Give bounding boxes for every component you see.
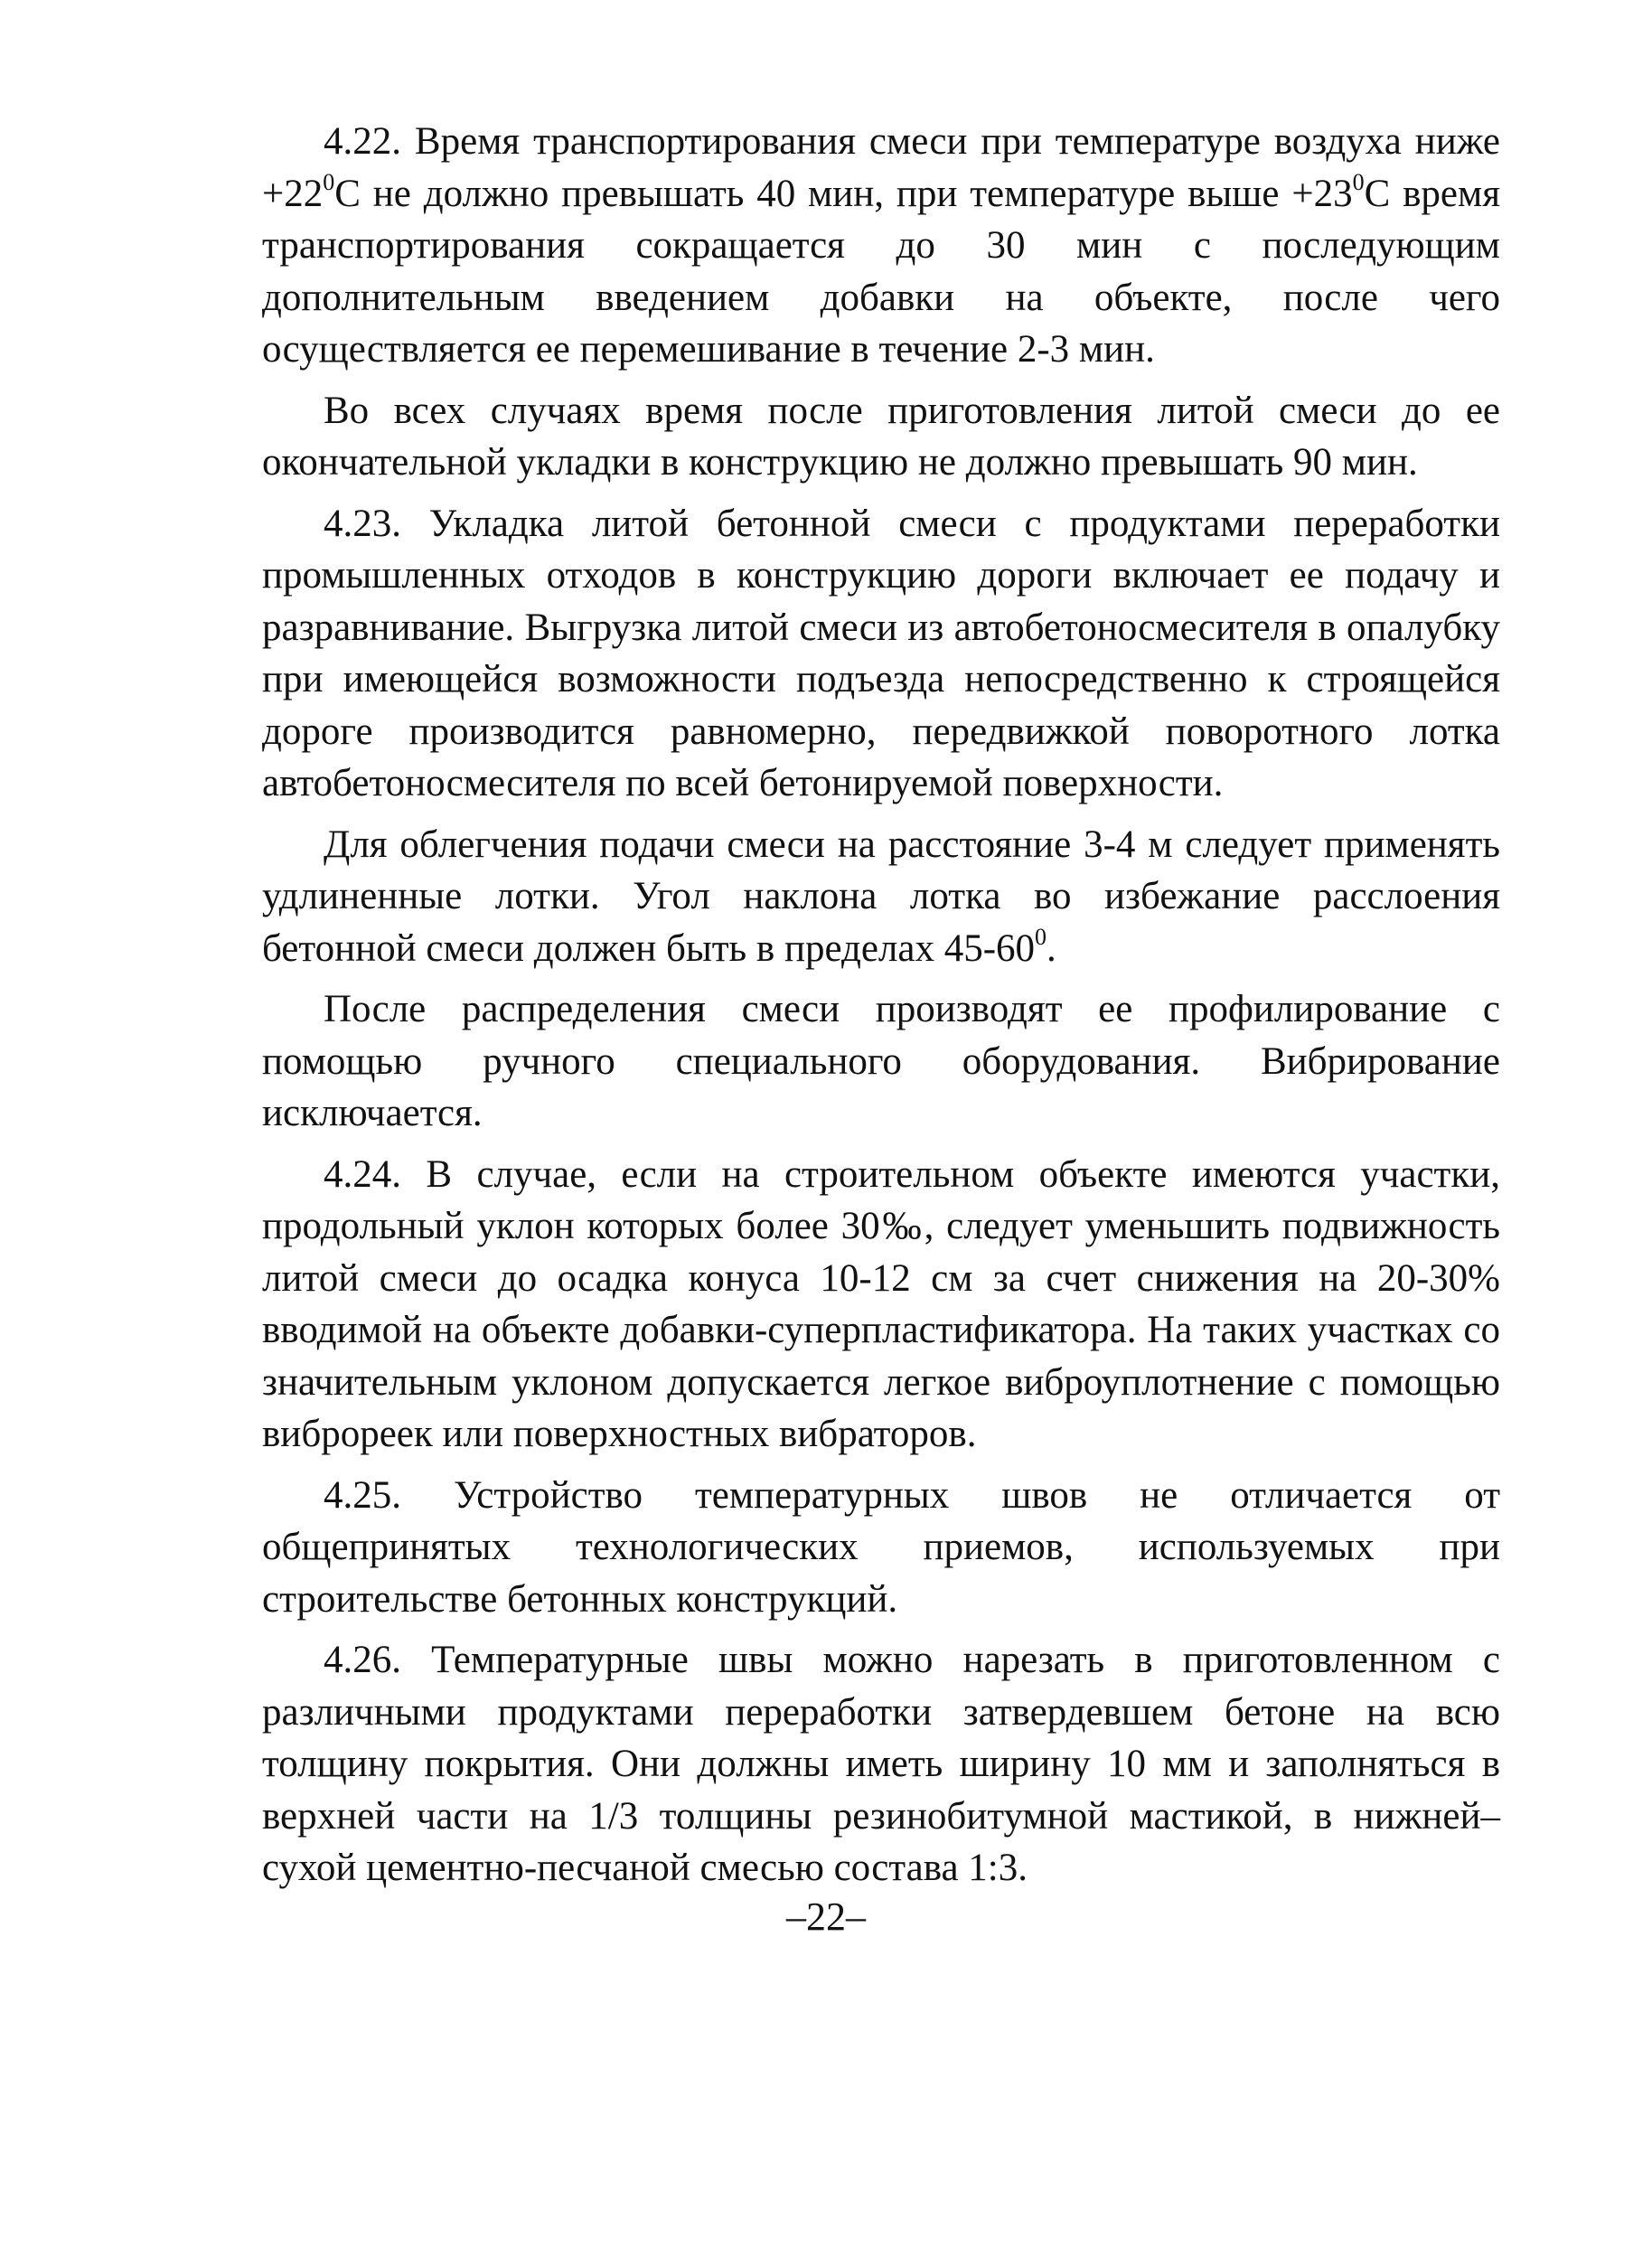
text-run: 4.22. Время транспортирования смеси при температуре воздуха ниже +22 <box>262 120 1500 215</box>
text-run: . <box>1047 926 1056 970</box>
paragraph <box>262 1149 1500 1461</box>
superscript: 0 <box>323 168 335 195</box>
paragraph <box>262 1470 1500 1626</box>
superscript: 0 <box>1035 923 1047 950</box>
body-text <box>262 116 1500 1904</box>
text-run: С время транспортирования сокращается до 30 мин с последующим дополнительным введением добавки на объекте, после чего осуществляется ее перемешивание в течение 2-3 мин. <box>262 172 1500 371</box>
page-number: –22– <box>786 1894 866 1939</box>
superscript: 0 <box>1352 168 1365 195</box>
text-run: 4.26. Температурные швы можно нарезать в приготовленном с различными продуктами переработки затвердевшем бетоне на всю толщину покрытия. Они должны иметь ширину 10 мм и заполняться в верхней части на 1/3 толщины резинобитумной мастикой, в нижней– сухой цементно-песчаной смесью состава 1:3. <box>262 1639 1500 1889</box>
paragraph <box>262 385 1500 489</box>
text-run: 4.24. В случае, если на строительном объекте имеются участки, продольный уклон которых более 30‰, следует уменьшить подвижность литой смеси до осадка конуса 10-12 см за счет снижения на 20-30% вводимой на объекте добавки-суперпластификатора. На таких участках со значительным уклоном допускается легкое виброуплотнение с помощью виброреек или поверхностных вибраторов. <box>262 1152 1500 1455</box>
paragraph <box>262 819 1500 975</box>
text-run: 4.25. Устройство температурных швов не отличается от общепринятых технологических приемов, используемых при строительстве бетонных конструкций. <box>262 1473 1500 1621</box>
text-run: 4.23. Укладка литой бетонной смеси с продуктами переработки промышленных отходов в конструкцию дороги включает ее подачу и разравнивание. Выгрузка литой смеси из автобетоносмесителя в опалубку при имеющейся возможности подъезда непосредственно к строящейся дороге производится равномерно, передвижкой поворотного лотка автобетоносмесителя по всей бетонируемой поверхности. <box>262 502 1500 804</box>
paragraph <box>262 498 1500 810</box>
text-run: Во всех случаях время после приготовления литой смеси до ее окончательной укладки в конструкцию не должно превышать 90 мин. <box>262 389 1500 484</box>
text-run: С не должно превышать 40 мин, при температуре выше +23 <box>334 172 1353 215</box>
paragraph <box>262 983 1500 1140</box>
text-run: После распределения смеси производят ее профилирование с помощью ручного специального оборудования. Вибрирование исключается. <box>262 988 1500 1134</box>
text-run: Для облегчения подачи смеси на расстояние 3-4 м следует применять удлиненные лотки. Угол наклона лотка во избежание расслоения бетонной смеси должен быть в пределах 45-60 <box>262 823 1500 970</box>
paragraph <box>262 1634 1500 1894</box>
paragraph <box>262 116 1500 376</box>
